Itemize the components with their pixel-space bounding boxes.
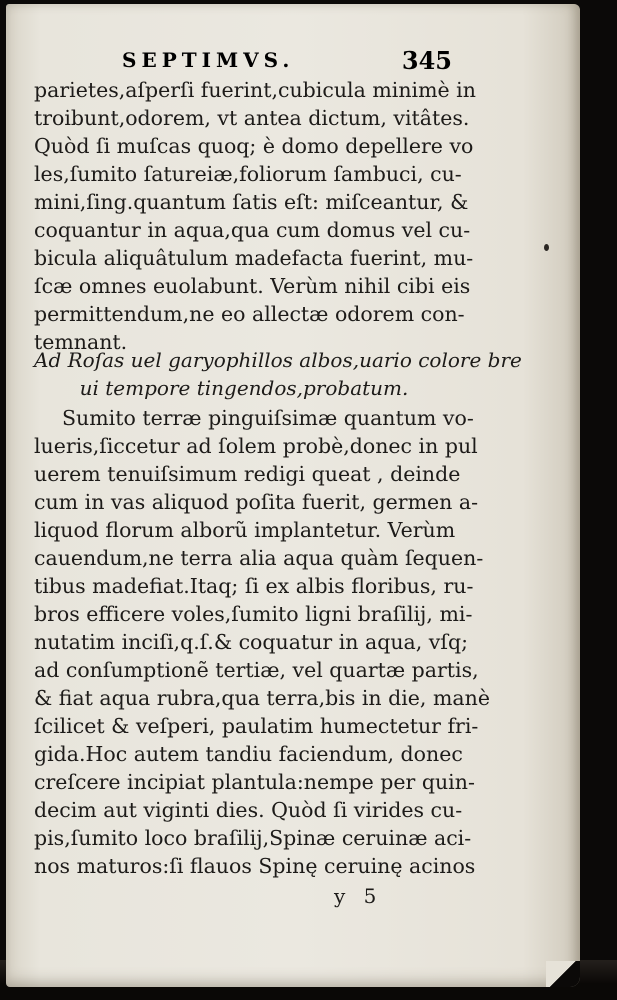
ink-speck [544, 244, 549, 251]
page-number: 345 [401, 46, 452, 75]
running-head [122, 48, 452, 76]
text-line: Sumito terræ pinguiſsimæ quantum vo- [62, 406, 474, 430]
signature-mark: y 5 [334, 884, 383, 908]
text-line: bicula aliquâtulum madefacta fuerint, mu- [34, 246, 474, 270]
text-line: creſcere incipiat plantula:nempe per quin- [34, 770, 475, 794]
text-line: permittendum,ne eo allectæ odorem con- [34, 302, 465, 326]
text-line: decim aut viginti dies. Quòd ſi virides cu- [34, 798, 463, 822]
text-line: Quòd ſi muſcas quoq; è domo depellere vo [34, 134, 474, 158]
text-line: pis,ſumito loco braſilij,Spinæ ceruinæ aci- [34, 826, 472, 850]
text-line: cauendum,ne terra alia aqua quàm ſequen- [34, 546, 484, 570]
text-line: ad conſumptionẽ tertiæ, vel quartæ partis, [34, 658, 479, 682]
text-line: lueris,ſiccetur ad ſolem probè,donec in pul [34, 434, 478, 458]
book-page [6, 4, 580, 987]
text-line: nos maturos:ſi flauos Spinę ceruinę acinos [34, 854, 476, 878]
text-line: bros efficere voles,ſumito ligni braſilij, mi- [34, 602, 473, 626]
text-line: cum in vas aliquod poſita fuerit, germen a- [34, 490, 479, 514]
text-line: troibunt,odorem, vt antea dictum, vitâtes. [34, 106, 470, 130]
running-head-title: SEPTIMVS. [122, 48, 295, 72]
text-line: liquod florum alborũ implantetur. Verùm [34, 518, 456, 542]
text-line: parietes,aſperſi fuerint,cubicula minimè in [34, 78, 476, 102]
text-line: gida.Hoc autem tandiu faciendum, donec [34, 742, 463, 766]
text-line: les,ſumito ſatureiæ,foliorum ſambuci, cu- [34, 162, 462, 186]
text-line: tibus madefiat.Itaq; ſi ex albis floribus, ru- [34, 574, 474, 598]
text-line: & fiat aqua rubra,qua terra,bis in die, manè [34, 686, 490, 710]
text-line: nutatim inciſi,q.ſ.& coquatur in aqua, vſq; [34, 630, 468, 654]
text-line: ſcæ omnes euolabunt. Verùm nihil cibi eis [34, 274, 471, 298]
page-corner-fold [546, 961, 580, 987]
text-line: coquantur in aqua,qua cum domus vel cu- [34, 218, 471, 242]
section-heading-line-1: Ad Roſas uel garyophillos albos,uario colore bre [34, 348, 522, 372]
text-line: temnant. [34, 330, 128, 354]
text-line: uerem tenuiſsimum redigi queat , deinde [34, 462, 461, 486]
text-line: mini,ſing.quantum ſatis eſt: miſceantur, & [34, 190, 469, 214]
text-line: ſcilicet & veſperi, paulatim humectetur fri- [34, 714, 479, 738]
section-heading-line-2: ui tempore tingendos,probatum. [79, 376, 409, 400]
